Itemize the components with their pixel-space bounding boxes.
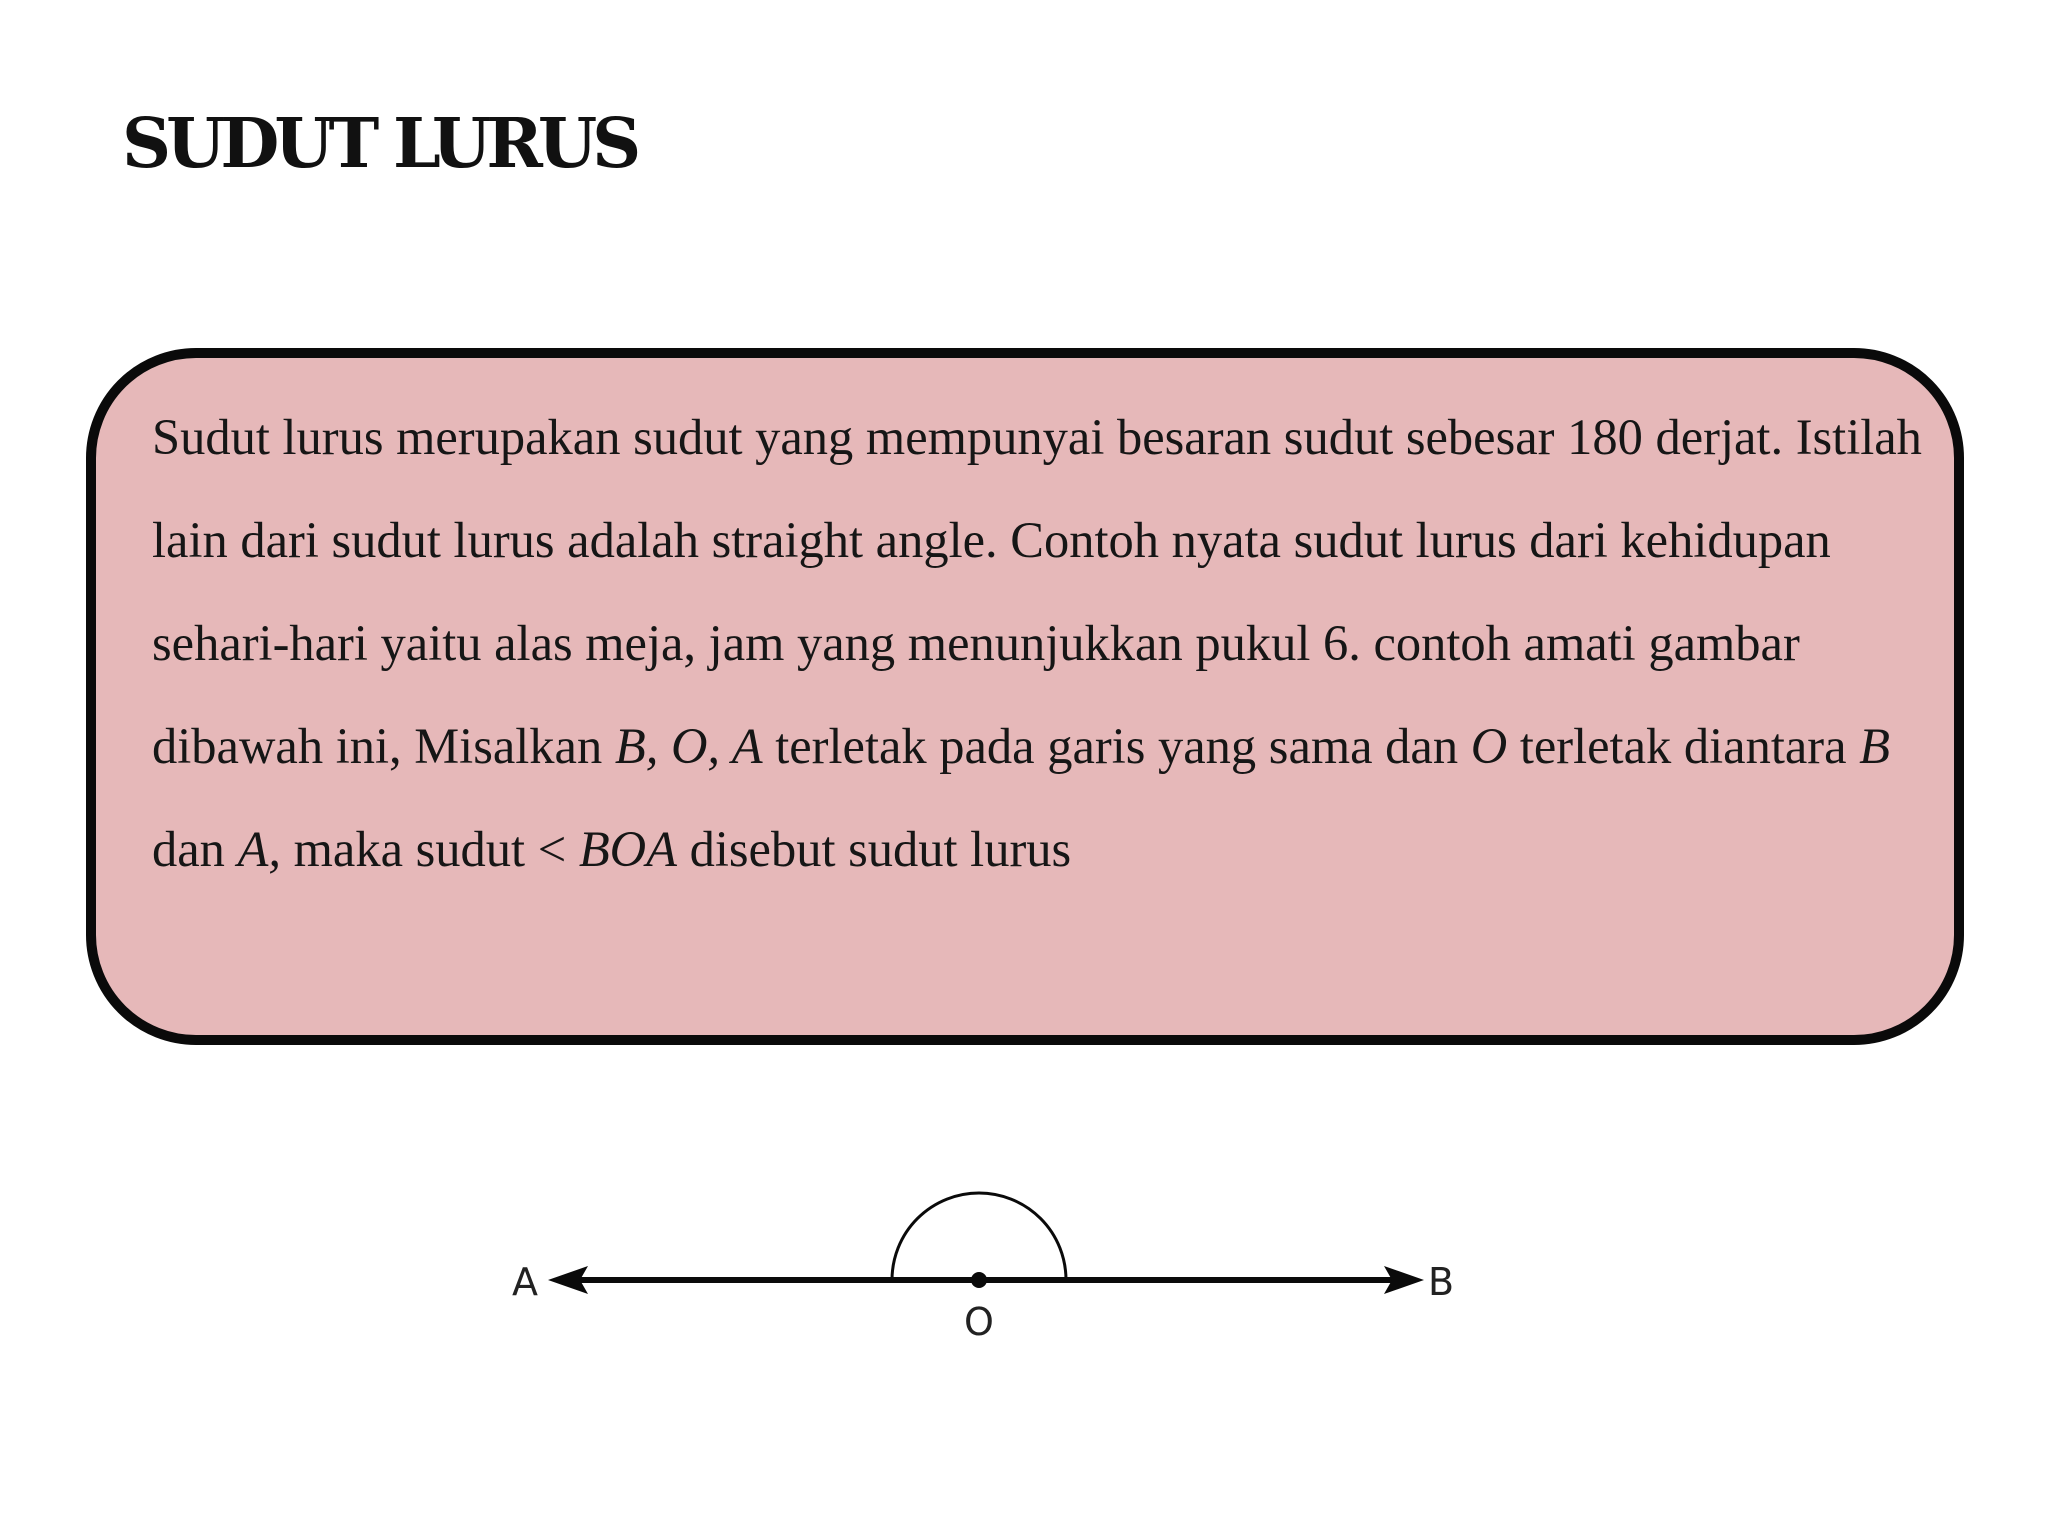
label-point-b: B — [1428, 1260, 1455, 1304]
points-boa-italic: B, O, A — [614, 718, 763, 774]
definition-text-part: Sudut lurus merupakan sudut yang mempunyai besaran sudut sebesar 180 derjat. Istilah lain dari sudut lurus adalah straight angle. Contoh nyata sudut lurus dari kehidupan sehari-hari yaitu alas meja, jam yang menunjukkan pukul 6. contoh amati gambar dibawah ini, Misalkan — [152, 409, 1922, 774]
definition-text-part: terletak pada garis yang sama dan — [762, 718, 1471, 774]
point-b-italic: B — [1859, 718, 1890, 774]
definition-text-part: maka sudut < — [281, 821, 579, 877]
point-o-italic: O — [1470, 718, 1508, 774]
angle-boa-italic: BOA — [578, 821, 677, 877]
page-title: SUDUT LURUS — [122, 104, 637, 184]
definition-text-part: dan — [152, 821, 238, 877]
vertex-point-o — [971, 1272, 987, 1288]
label-point-o: O — [964, 1300, 994, 1344]
angle-arc — [892, 1193, 1066, 1280]
definition-text-part: terletak diantara — [1507, 718, 1860, 774]
point-a-italic: A, — [237, 821, 282, 877]
label-point-a: A — [512, 1260, 538, 1304]
definition-text-part: disebut sudut lurus — [676, 821, 1072, 877]
